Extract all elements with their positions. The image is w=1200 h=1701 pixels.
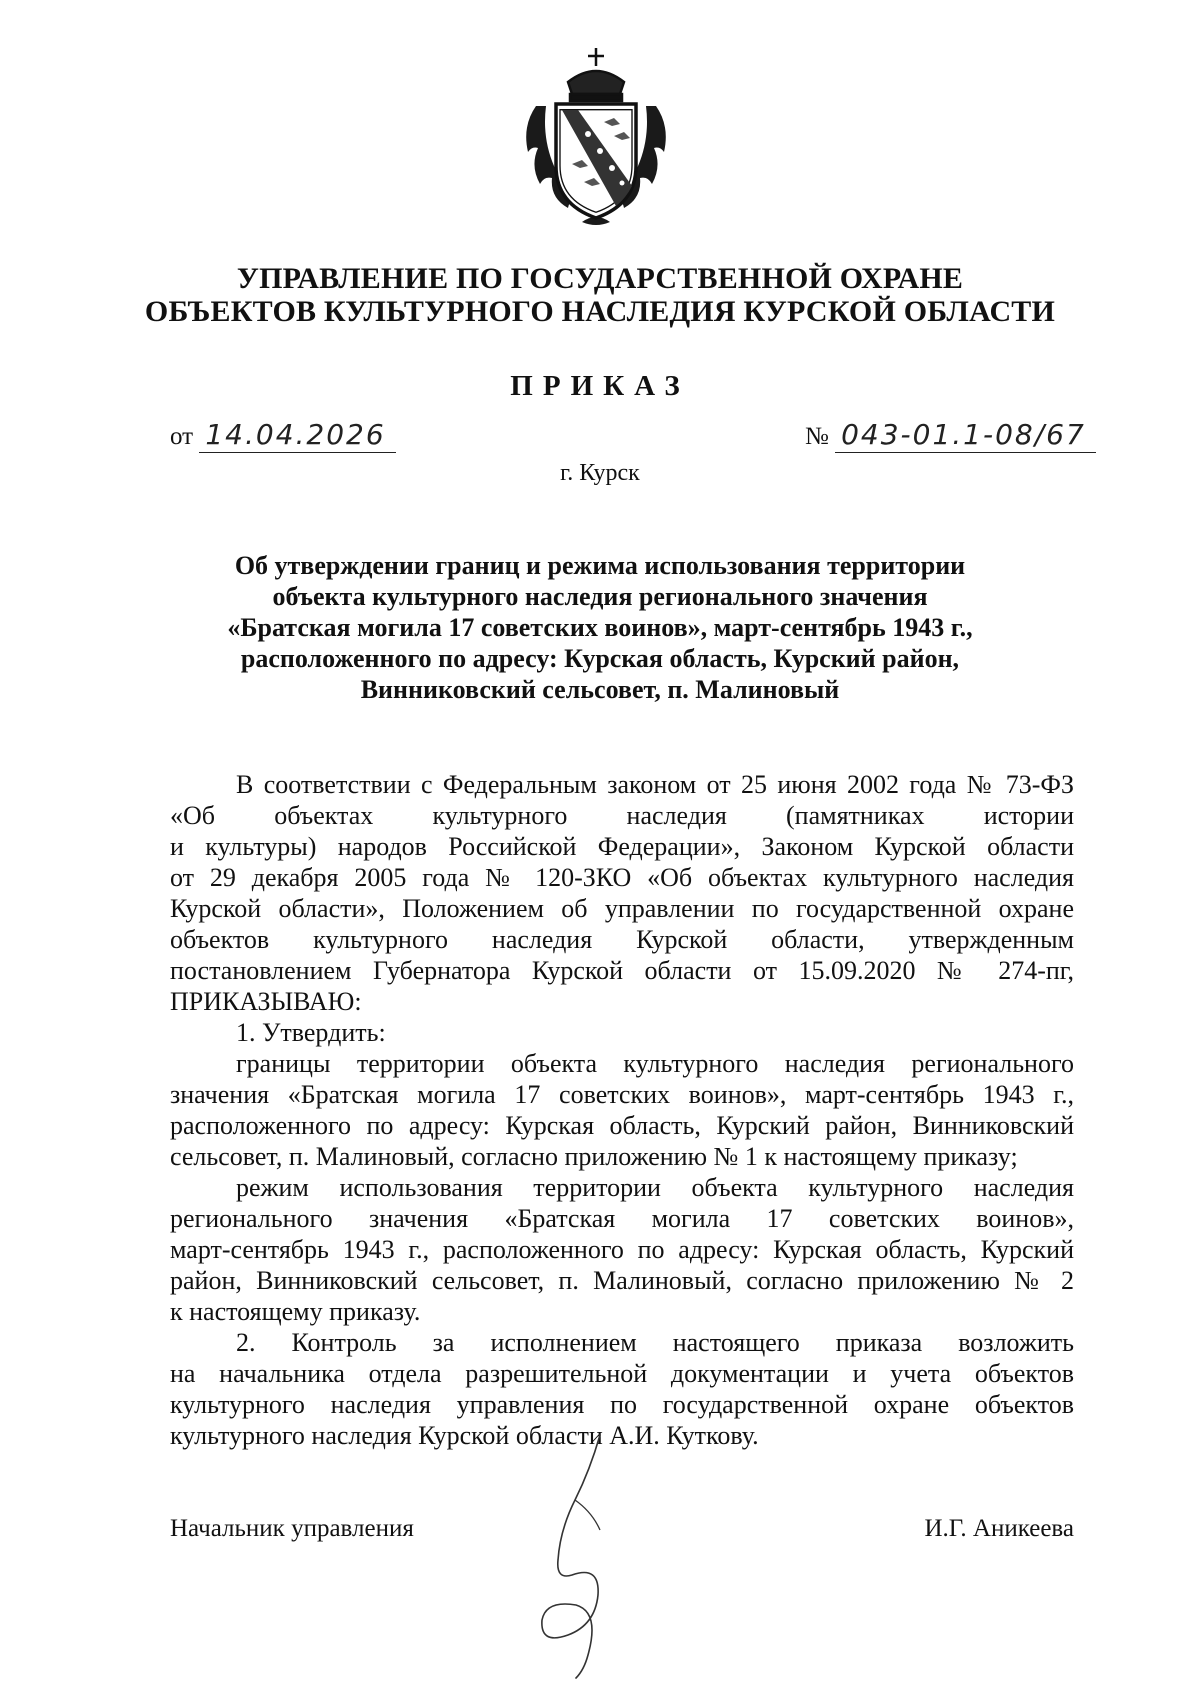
- body-line: объектов культурного наследия Курской области, утвержденным: [170, 925, 1074, 954]
- number-value: 043-01.1-08/67: [841, 418, 1086, 451]
- body-line: значения «Братская могила 17 советских воинов», март-сентябрь 1943 г.,: [170, 1080, 1074, 1109]
- body-line: март-сентябрь 1943 г., расположенного по адресу: Курская область, Курский: [170, 1235, 1074, 1264]
- body-line: постановлением Губернатора Курской области от 15.09.2020 № 274-пг,: [170, 956, 1074, 985]
- body-line: Курской области», Положением об управлении по государственной охране: [170, 894, 1074, 923]
- body-line: культурного наследия управления по государственной охране объектов: [170, 1390, 1074, 1419]
- title-line: Винниковский сельсовет, п. Малиновый: [360, 675, 840, 704]
- title-line: объекта культурного наследия регионального значения: [272, 582, 928, 611]
- body-line: к настоящему приказу.: [170, 1297, 421, 1326]
- organization-name-line-1: УПРАВЛЕНИЕ ПО ГОСУДАРСТВЕННОЙ ОХРАНЕ: [236, 262, 964, 295]
- body-line: 2. Контроль за исполнением настоящего приказа возложить: [236, 1328, 1074, 1357]
- body-line: регионального значения «Братская могила 17 советских воинов»,: [170, 1204, 1074, 1233]
- body-line: район, Винниковский сельсовет, п. Малиновый, согласно приложению № 2: [170, 1266, 1074, 1295]
- order-number: [805, 420, 1096, 453]
- body-line: «Об объектах культурного наследия (памятниках истории: [170, 801, 1074, 830]
- city: г. Курск: [560, 460, 640, 486]
- document-type: ПРИКАЗ: [510, 370, 690, 402]
- order-title: [170, 550, 1030, 705]
- body-line: границы территории объекта культурного наследия регионального: [236, 1049, 1074, 1078]
- organization-name-line-2: ОБЪЕКТОВ КУЛЬТУРНОГО НАСЛЕДИЯ КУРСКОЙ ОБЛАСТИ: [144, 295, 1056, 328]
- title-line: «Братская могила 17 советских воинов», март-сентябрь 1943 г.,: [227, 613, 973, 642]
- body-line: расположенного по адресу: Курская область, Курский район, Винниковский: [170, 1111, 1074, 1140]
- signatory-position: Начальник управления: [170, 1515, 414, 1542]
- body-line: 1. Утвердить:: [236, 1018, 386, 1047]
- body-line: В соответствии с Федеральным законом от 25 июня 2002 года № 73-ФЗ: [236, 770, 1074, 799]
- number-prefix: №: [805, 423, 829, 450]
- body-line: от 29 декабря 2005 года № 120-ЗКО «Об объектах культурного наследия: [170, 863, 1074, 892]
- order-body: [170, 769, 1074, 1451]
- coat-of-arms-emblem: [496, 36, 696, 236]
- date-prefix: от: [170, 423, 194, 450]
- body-line: режим использования территории объекта культурного наследия: [236, 1173, 1074, 1202]
- title-line: расположенного по адресу: Курская область, Курский район,: [240, 644, 960, 673]
- title-line: Об утверждении границ и режима использования территории: [234, 551, 966, 580]
- body-line: на начальника отдела разрешительной документации и учета объектов: [170, 1359, 1074, 1388]
- body-line: сельсовет, п. Малиновый, согласно приложению № 1 к настоящему приказу;: [170, 1142, 1018, 1171]
- body-line: ПРИКАЗЫВАЮ:: [170, 987, 362, 1016]
- order-date: [170, 420, 396, 453]
- signatory-name: И.Г. Аникеева: [924, 1515, 1074, 1542]
- body-line: и культуры) народов Российской Федерации», Законом Курской области: [170, 832, 1074, 861]
- date-value: 14.04.2026: [205, 418, 386, 451]
- handwritten-signature: [480, 1430, 680, 1680]
- body-line: культурного наследия Курской области А.И. Куткову.: [170, 1421, 759, 1450]
